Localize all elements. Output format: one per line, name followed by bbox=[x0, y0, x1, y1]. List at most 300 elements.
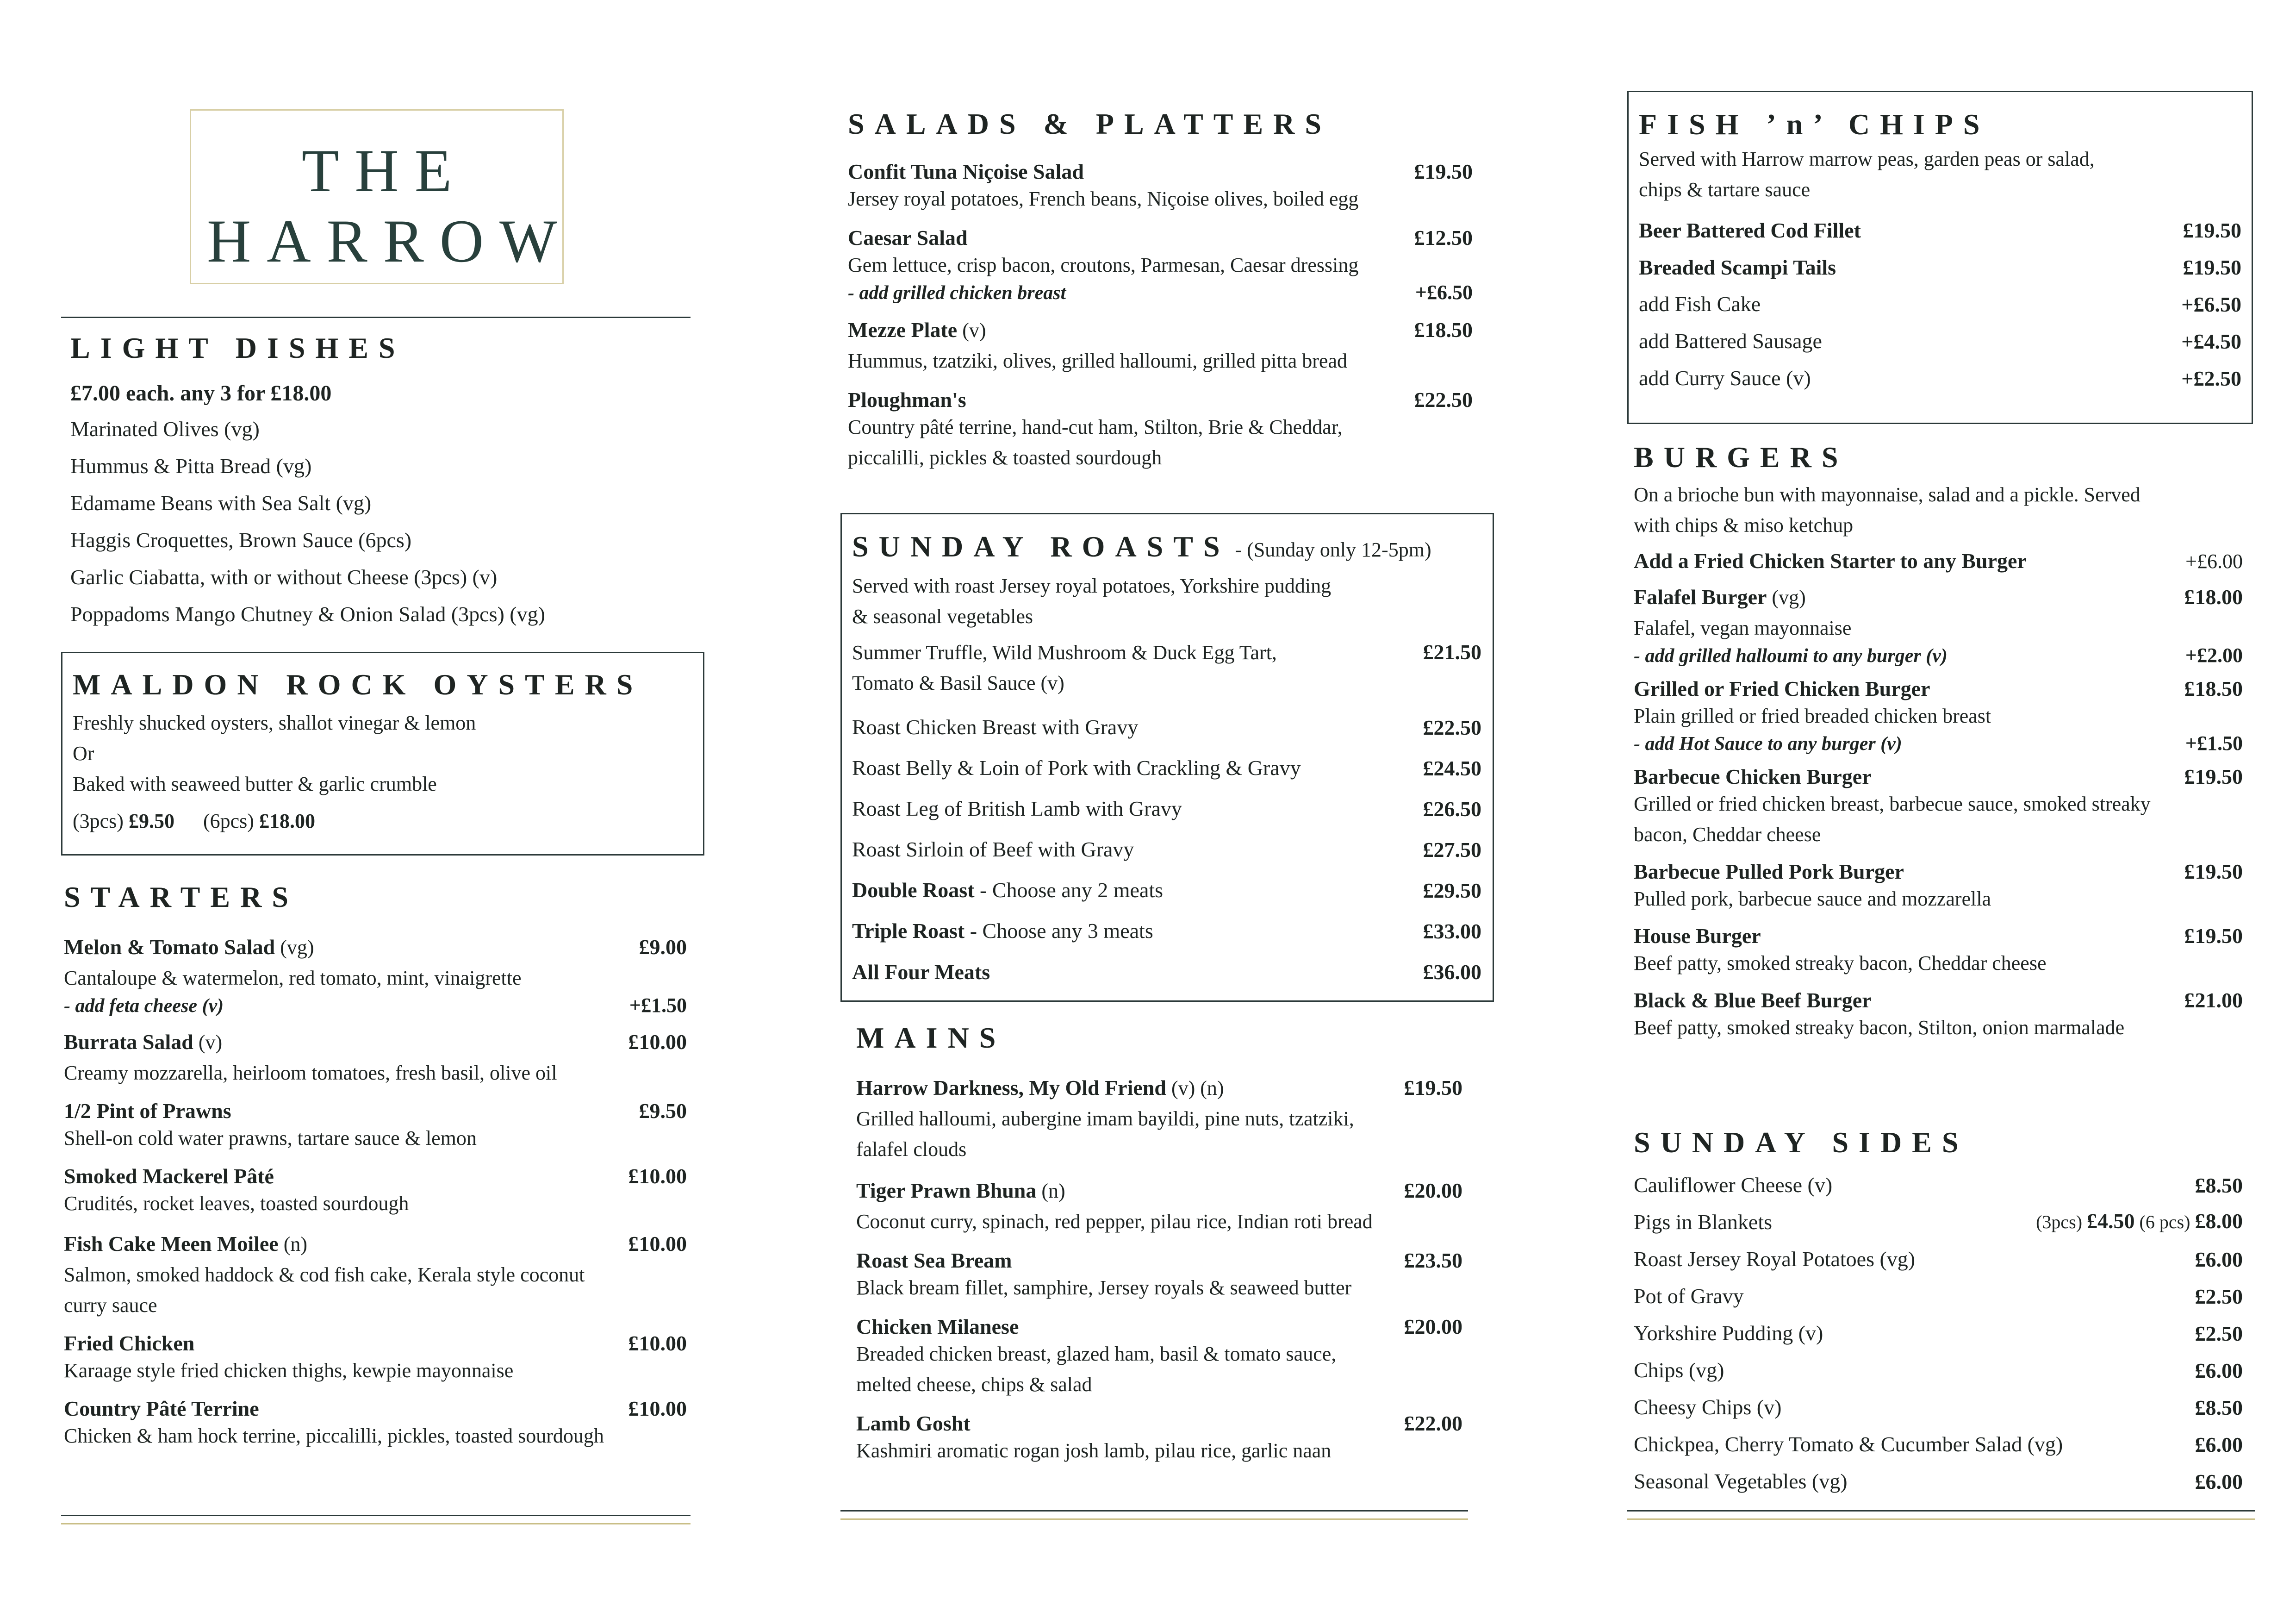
item-price: £6.00 bbox=[2195, 1247, 2243, 1271]
light-dishes-section bbox=[70, 333, 681, 633]
roast-combo bbox=[852, 870, 1481, 911]
item-name: Roast Jersey Royal Potatoes (vg) bbox=[1634, 1247, 1916, 1271]
item-price-group bbox=[2195, 1284, 2243, 1309]
item-price: £12.50 bbox=[1414, 226, 1473, 250]
item-title bbox=[856, 1411, 971, 1436]
item-price: £23.50 bbox=[1404, 1249, 1462, 1272]
item-price: £19.50 bbox=[2184, 924, 2243, 948]
roast-item bbox=[852, 707, 1481, 748]
side-item bbox=[1634, 1463, 2243, 1500]
item-tag: (n) bbox=[278, 1233, 308, 1255]
side-item bbox=[1634, 1167, 2243, 1204]
item-title bbox=[1634, 924, 1761, 948]
item-price: +£4.50 bbox=[2181, 329, 2241, 353]
item-price: £10.00 bbox=[628, 1397, 687, 1420]
fish-desc-2: chips & tartare sauce bbox=[1639, 178, 1811, 201]
item-name: Smoked Mackerel Pâté bbox=[64, 1164, 274, 1188]
item-price: £8.50 bbox=[2195, 1395, 2243, 1419]
add-on-label: - add grilled halloumi to any burger (v) bbox=[1634, 645, 1948, 667]
section-title: MALDON ROCK OYSTERS bbox=[73, 668, 643, 701]
item-price: £18.50 bbox=[1414, 318, 1473, 342]
item-name: House Burger bbox=[1634, 924, 1761, 948]
price-label: (6pcs) bbox=[203, 810, 254, 832]
combo-title bbox=[852, 960, 990, 984]
menu-item bbox=[64, 932, 687, 1017]
item-row bbox=[64, 1164, 687, 1188]
light-dish-item: Hummus & Pitta Bread (vg) bbox=[70, 454, 312, 478]
salads-section bbox=[848, 109, 1473, 484]
item-price-group bbox=[2195, 1432, 2243, 1457]
item-name: Falafel Burger bbox=[1634, 585, 1767, 609]
item-price: £29.50 bbox=[1423, 878, 1481, 902]
item-name: Add a Fried Chicken Starter to any Burger bbox=[1634, 549, 2027, 573]
item-row bbox=[856, 1073, 1462, 1104]
menu-item bbox=[1634, 859, 2243, 914]
menu-item bbox=[848, 159, 1473, 214]
item-title bbox=[856, 1314, 1019, 1339]
item-name: Tiger Prawn Bhuna bbox=[856, 1179, 1037, 1202]
item-title bbox=[64, 1396, 259, 1421]
side-item bbox=[1634, 1204, 2243, 1241]
item-desc: - Choose any 2 meats bbox=[974, 878, 1164, 902]
item-name: Double Roast bbox=[852, 878, 975, 902]
item-name: Mezze Plate bbox=[848, 318, 958, 342]
item-desc: Karaage style fried chicken thighs, kewpie mayonnaise bbox=[64, 1359, 514, 1382]
item-desc: - Choose any 3 meats bbox=[964, 919, 1153, 943]
add-on-price: +£2.00 bbox=[2185, 644, 2243, 667]
item-tag: (v) bbox=[193, 1031, 223, 1054]
item-tag: (vg) bbox=[275, 936, 314, 959]
add-on-price: +£6.50 bbox=[1415, 281, 1473, 304]
add-on-price: +£1.50 bbox=[629, 994, 687, 1017]
item-title bbox=[64, 932, 314, 963]
item-price: £8.00 bbox=[2195, 1209, 2243, 1233]
footer-rule bbox=[61, 1515, 691, 1516]
item-price: £6.00 bbox=[2195, 1432, 2243, 1456]
footer-rule bbox=[1627, 1510, 2255, 1512]
menu-item bbox=[848, 225, 1473, 304]
item-desc-2: falafel clouds bbox=[856, 1138, 967, 1161]
item-desc: Black bream fillet, samphire, Jersey royals & seaweed butter bbox=[856, 1276, 1352, 1299]
roast-list bbox=[852, 707, 1481, 870]
item-name: Caesar Salad bbox=[848, 226, 968, 250]
side-item bbox=[1634, 1426, 2243, 1463]
mains-list bbox=[856, 1073, 1462, 1466]
roast-item bbox=[852, 829, 1481, 870]
item-name: All Four Meats bbox=[852, 960, 990, 984]
roast-combo bbox=[852, 911, 1481, 951]
item-price-group bbox=[2195, 1358, 2243, 1383]
oysters-box bbox=[61, 652, 704, 856]
item-price: £10.00 bbox=[628, 1164, 687, 1188]
salads-list bbox=[848, 159, 1473, 473]
item-name: Pigs in Blankets bbox=[1634, 1210, 1773, 1234]
sides-list bbox=[1634, 1167, 2243, 1500]
item-name: Roast Belly & Loin of Pork with Crackling & Gravy bbox=[852, 756, 1301, 780]
divider bbox=[61, 317, 691, 318]
light-dishes-list bbox=[70, 411, 681, 633]
item-price: £10.00 bbox=[628, 1331, 687, 1355]
item-row bbox=[856, 1248, 1462, 1273]
menu-item bbox=[64, 1396, 687, 1451]
item-desc: Grilled halloumi, aubergine imam bayildi, pine nuts, tzatziki, bbox=[856, 1107, 1354, 1130]
fish-list bbox=[1639, 212, 2241, 397]
item-title bbox=[848, 225, 968, 250]
combo-title bbox=[852, 916, 1153, 946]
item-price: £21.50 bbox=[1423, 640, 1481, 664]
side-item bbox=[1634, 1278, 2243, 1315]
item-price: £18.00 bbox=[2184, 585, 2243, 609]
item-name: Roast Leg of British Lamb with Gravy bbox=[852, 797, 1182, 820]
starters-section bbox=[64, 882, 687, 1462]
add-on-label: - add Hot Sauce to any burger (v) bbox=[1634, 733, 1902, 755]
menu-item bbox=[852, 637, 1481, 668]
item-name: Pot of Gravy bbox=[1634, 1284, 1744, 1308]
item-price: £19.50 bbox=[2184, 860, 2243, 883]
item-name: Chicken Milanese bbox=[856, 1315, 1019, 1338]
menu-item bbox=[1634, 582, 2243, 667]
item-tag: (n) bbox=[1036, 1180, 1065, 1202]
logo-line-2: HARROW bbox=[207, 207, 573, 275]
light-dish-item: Haggis Croquettes, Brown Sauce (6pcs) bbox=[70, 528, 412, 552]
menu-item bbox=[64, 1099, 687, 1154]
fish-item bbox=[1639, 360, 2241, 397]
light-dish-item: Marinated Olives (vg) bbox=[70, 417, 260, 441]
item-desc-2: curry sauce bbox=[64, 1294, 157, 1317]
item-row bbox=[64, 1331, 687, 1355]
item-price: £22.00 bbox=[1404, 1412, 1462, 1435]
oysters-desc-2: Baked with seaweed butter & garlic crumble bbox=[73, 773, 437, 795]
item-title bbox=[848, 315, 986, 346]
item-title bbox=[856, 1176, 1065, 1206]
roast-combo bbox=[852, 951, 1481, 992]
roast-item bbox=[852, 748, 1481, 788]
item-desc: Beef patty, smoked streaky bacon, Cheddar cheese bbox=[1634, 952, 2047, 974]
item-price-group bbox=[2195, 1247, 2243, 1272]
item-name: Beer Battered Cod Fillet bbox=[1639, 218, 1861, 242]
section-title: LIGHT DISHES bbox=[70, 331, 405, 364]
fish-item bbox=[1639, 323, 2241, 360]
item-price: £2.50 bbox=[2195, 1284, 2243, 1308]
item-desc-2: piccalilli, pickles & toasted sourdough bbox=[848, 446, 1162, 469]
item-desc: Country pâté terrine, hand-cut ham, Stilton, Brie & Cheddar, bbox=[848, 416, 1343, 438]
item-price-group bbox=[2195, 1395, 2243, 1420]
footer-rule bbox=[840, 1510, 1468, 1512]
item-desc: Beef patty, smoked streaky bacon, Stilton, onion marmalade bbox=[1634, 1016, 2125, 1039]
item-title bbox=[848, 159, 1084, 184]
add-on-label: - add feta cheese (v) bbox=[64, 995, 224, 1017]
light-dish-item: Garlic Ciabatta, with or without Cheese (3pcs) (v) bbox=[70, 565, 498, 589]
roasts-title: SUNDAY ROASTS bbox=[852, 530, 1230, 563]
item-price: £19.50 bbox=[2183, 255, 2241, 279]
burgers-desc: On a brioche bun with mayonnaise, salad and a pickle. Served bbox=[1634, 483, 2140, 506]
item-desc: Shell-on cold water prawns, tartare sauce & lemon bbox=[64, 1127, 477, 1149]
item-name-2: Tomato & Basil Sauce (v) bbox=[852, 672, 1064, 694]
item-name: Barbecue Pulled Pork Burger bbox=[1634, 860, 1904, 883]
item-row bbox=[856, 1176, 1462, 1206]
item-tag: (v) bbox=[957, 319, 986, 342]
item-price: £20.00 bbox=[1404, 1179, 1462, 1202]
section-title: STARTERS bbox=[64, 881, 299, 913]
item-price: £6.00 bbox=[2195, 1469, 2243, 1493]
item-name: Melon & Tomato Salad bbox=[64, 935, 275, 959]
item-name: Summer Truffle, Wild Mushroom & Duck Egg Tart, bbox=[852, 641, 1277, 664]
logo-line-1: THE bbox=[301, 137, 468, 205]
roasts-box bbox=[840, 513, 1494, 1002]
light-dish-item: Edamame Beans with Sea Salt (vg) bbox=[70, 491, 372, 515]
item-price: £27.50 bbox=[1423, 837, 1481, 862]
add-on-label: - add grilled chicken breast bbox=[848, 282, 1066, 304]
add-on-price: +£1.50 bbox=[2185, 732, 2243, 755]
item-name: 1/2 Pint of Prawns bbox=[64, 1099, 231, 1123]
item-price: £24.50 bbox=[1423, 756, 1481, 780]
item-desc: Salmon, smoked haddock & cod fish cake, Kerala style coconut bbox=[64, 1263, 585, 1286]
item-name: Breaded Scampi Tails bbox=[1639, 255, 1836, 279]
item-name: Yorkshire Pudding (v) bbox=[1634, 1321, 1823, 1345]
item-price: £10.00 bbox=[628, 1030, 687, 1054]
oysters-prices bbox=[73, 806, 693, 837]
item-desc: Coconut curry, spinach, red pepper, pilau rice, Indian roti bread bbox=[856, 1210, 1373, 1233]
item-name: Roast Chicken Breast with Gravy bbox=[852, 715, 1139, 739]
item-name: Triple Roast bbox=[852, 919, 965, 943]
item-name: Burrata Salad bbox=[64, 1030, 193, 1054]
item-row bbox=[848, 387, 1473, 412]
section-title: SALADS & PLATTERS bbox=[848, 107, 1332, 140]
item-name: add Curry Sauce (v) bbox=[1639, 366, 1811, 390]
section-title: MAINS bbox=[856, 1021, 1006, 1054]
item-title bbox=[848, 387, 966, 412]
item-row bbox=[1634, 582, 2243, 613]
item-price: £19.50 bbox=[1414, 160, 1473, 183]
item-name: Chips (vg) bbox=[1634, 1358, 1724, 1382]
item-desc-2: melted cheese, chips & salad bbox=[856, 1373, 1092, 1396]
item-name: add Fish Cake bbox=[1639, 292, 1761, 316]
item-title bbox=[1634, 859, 1904, 884]
item-name: Black & Blue Beef Burger bbox=[1634, 988, 1872, 1012]
item-row bbox=[1634, 988, 2243, 1012]
item-name: Harrow Darkness, My Old Friend bbox=[856, 1076, 1166, 1099]
add-on-row bbox=[1634, 643, 2243, 667]
item-name: Confit Tuna Niçoise Salad bbox=[848, 160, 1084, 183]
item-price: +£2.50 bbox=[2181, 366, 2241, 390]
item-name: Ploughman's bbox=[848, 388, 966, 412]
item-row bbox=[856, 1314, 1462, 1339]
item-price: £9.50 bbox=[639, 1099, 687, 1123]
item-price: £19.50 bbox=[1404, 1076, 1462, 1099]
section-title: SUNDAY SIDES bbox=[1634, 1126, 1969, 1159]
side-item bbox=[1634, 1389, 2243, 1426]
burgers-desc-2: with chips & miso ketchup bbox=[1634, 514, 1854, 537]
add-on-row bbox=[64, 993, 687, 1017]
side-item bbox=[1634, 1315, 2243, 1352]
menu-item bbox=[64, 1229, 687, 1321]
item-row bbox=[1634, 924, 2243, 948]
item-price: £18.50 bbox=[2184, 677, 2243, 700]
item-desc: Gem lettuce, crisp bacon, croutons, Parmesan, Caesar dressing bbox=[848, 254, 1359, 276]
menu-item bbox=[1634, 676, 2243, 755]
price: £18.00 bbox=[259, 810, 315, 832]
item-price: +£6.00 bbox=[2185, 550, 2243, 573]
item-price: £36.00 bbox=[1423, 960, 1481, 984]
combo-list bbox=[852, 870, 1481, 992]
item-price-group bbox=[2195, 1469, 2243, 1494]
item-title bbox=[856, 1073, 1224, 1104]
item-name: Barbecue Chicken Burger bbox=[1634, 765, 1872, 788]
item-name: Cheesy Chips (v) bbox=[1634, 1395, 1782, 1419]
item-price: £22.50 bbox=[1423, 715, 1481, 739]
item-row bbox=[64, 1396, 687, 1421]
item-title bbox=[856, 1248, 1012, 1273]
item-name: Seasonal Vegetables (vg) bbox=[1634, 1469, 1848, 1493]
add-on-row bbox=[1634, 731, 2243, 755]
menu-item bbox=[856, 1314, 1462, 1400]
menu-item bbox=[64, 1164, 687, 1219]
item-name: add Battered Sausage bbox=[1639, 329, 1822, 353]
price-label: (3pcs) bbox=[2036, 1212, 2087, 1232]
menu-item bbox=[856, 1248, 1462, 1303]
item-row bbox=[64, 932, 687, 963]
item-price: £33.00 bbox=[1423, 919, 1481, 943]
footer-rule-gold bbox=[1627, 1518, 2255, 1520]
item-row bbox=[1634, 764, 2243, 789]
item-row bbox=[848, 159, 1473, 184]
item-title bbox=[1634, 582, 1806, 613]
side-item bbox=[1634, 1352, 2243, 1389]
item-desc: Creamy mozzarella, heirloom tomatoes, fresh basil, olive oil bbox=[64, 1062, 557, 1084]
footer-rule-gold bbox=[840, 1518, 1468, 1520]
menu-item bbox=[64, 1027, 687, 1088]
roasts-desc-2: & seasonal vegetables bbox=[852, 605, 1033, 628]
fish-item bbox=[1639, 249, 2241, 286]
item-row bbox=[64, 1027, 687, 1058]
item-price: £6.00 bbox=[2195, 1358, 2243, 1382]
fish-desc: Served with Harrow marrow peas, garden peas or salad, bbox=[1639, 148, 2095, 170]
menu-item bbox=[848, 315, 1473, 376]
menu-item bbox=[1634, 546, 2243, 577]
item-name: Roast Sirloin of Beef with Gravy bbox=[852, 837, 1134, 861]
sides-section bbox=[1634, 1128, 2243, 1500]
item-desc: Plain grilled or fried breaded chicken breast bbox=[1634, 705, 1991, 727]
item-price: £21.00 bbox=[2184, 988, 2243, 1012]
item-title bbox=[64, 1229, 307, 1260]
item-title bbox=[1634, 764, 1872, 789]
item-price: £4.50 bbox=[2087, 1209, 2135, 1233]
item-price-group bbox=[2195, 1173, 2243, 1198]
item-title bbox=[1634, 676, 1930, 701]
item-row bbox=[64, 1099, 687, 1123]
item-name: Cauliflower Cheese (v) bbox=[1634, 1173, 1833, 1197]
item-price-group bbox=[2036, 1207, 2243, 1237]
item-price-group bbox=[2195, 1321, 2243, 1346]
item-name: Country Pâté Terrine bbox=[64, 1397, 259, 1420]
item-name: Lamb Gosht bbox=[856, 1412, 971, 1435]
fish-item bbox=[1639, 286, 2241, 323]
item-title bbox=[64, 1027, 222, 1058]
oysters-or: Or bbox=[73, 742, 94, 765]
item-row bbox=[848, 225, 1473, 250]
item-price: £9.00 bbox=[639, 935, 687, 959]
roast-item bbox=[852, 788, 1481, 829]
menu-item bbox=[64, 1331, 687, 1386]
menu-item bbox=[1634, 764, 2243, 850]
section-title: BURGERS bbox=[1634, 441, 1848, 474]
light-dish-item: Poppadoms Mango Chutney & Onion Salad (3pcs) (vg) bbox=[70, 602, 545, 626]
item-desc: Breaded chicken breast, glazed ham, basil & tomato sauce, bbox=[856, 1343, 1337, 1365]
menu-item bbox=[856, 1073, 1462, 1165]
item-price: £2.50 bbox=[2195, 1321, 2243, 1345]
price: £9.50 bbox=[128, 810, 174, 832]
item-price: £22.50 bbox=[1414, 388, 1473, 412]
price-label: (3pcs) bbox=[73, 810, 124, 832]
roasts-note: - (Sunday only 12-5pm) bbox=[1230, 538, 1431, 561]
section-title bbox=[852, 532, 1481, 562]
item-price: £10.00 bbox=[628, 1232, 687, 1255]
fish-item bbox=[1639, 212, 2241, 249]
item-price: £19.50 bbox=[2184, 765, 2243, 788]
oysters-desc: Freshly shucked oysters, shallot vinegar & lemon bbox=[73, 712, 476, 734]
item-row bbox=[1634, 676, 2243, 701]
item-tag: (vg) bbox=[1767, 586, 1806, 609]
burgers-list bbox=[1634, 582, 2243, 1043]
roasts-desc: Served with roast Jersey royal potatoes, Yorkshire pudding bbox=[852, 575, 1332, 597]
item-tag: (v) (n) bbox=[1166, 1077, 1224, 1099]
mains-section bbox=[856, 1023, 1462, 1477]
combo-title bbox=[852, 875, 1163, 906]
item-row bbox=[1634, 859, 2243, 884]
menu-item bbox=[1634, 924, 2243, 979]
item-desc: Hummus, tzatziki, olives, grilled halloumi, grilled pitta bread bbox=[848, 350, 1347, 372]
menu-item bbox=[848, 387, 1473, 473]
section-title: FISH ’n’ CHIPS bbox=[1639, 108, 1990, 141]
item-desc: Grilled or fried chicken breast, barbecue sauce, smoked streaky bbox=[1634, 793, 2151, 815]
item-row bbox=[848, 315, 1473, 346]
burgers-section bbox=[1634, 443, 2243, 1052]
item-title bbox=[64, 1331, 194, 1355]
item-desc: Jersey royal potatoes, French beans, Niçoise olives, boiled egg bbox=[848, 187, 1359, 210]
item-name: Roast Sea Bream bbox=[856, 1249, 1012, 1272]
item-name: Chickpea, Cherry Tomato & Cucumber Salad (vg) bbox=[1634, 1432, 2063, 1456]
item-desc-2: bacon, Cheddar cheese bbox=[1634, 823, 1821, 846]
item-name: Fish Cake Meen Moilee bbox=[64, 1232, 279, 1255]
item-desc: Crudités, rocket leaves, toasted sourdough bbox=[64, 1192, 409, 1215]
item-desc: Cantaloupe & watermelon, red tomato, mint, vinaigrette bbox=[64, 967, 522, 989]
item-title bbox=[64, 1099, 231, 1123]
item-title bbox=[1634, 988, 1872, 1012]
menu-item bbox=[1634, 988, 2243, 1043]
item-name: Fried Chicken bbox=[64, 1331, 195, 1355]
item-price: £20.00 bbox=[1404, 1315, 1462, 1338]
item-row bbox=[856, 1411, 1462, 1436]
item-desc: Falafel, vegan mayonnaise bbox=[1634, 617, 1852, 639]
item-title bbox=[64, 1164, 274, 1188]
item-name: Grilled or Fried Chicken Burger bbox=[1634, 677, 1930, 700]
menu-item bbox=[856, 1176, 1462, 1237]
light-dishes-offer: £7.00 each. any 3 for £18.00 bbox=[70, 381, 332, 406]
item-price: £8.50 bbox=[2195, 1173, 2243, 1197]
menu-item bbox=[856, 1411, 1462, 1466]
item-row bbox=[64, 1229, 687, 1260]
item-price: +£6.50 bbox=[2181, 292, 2241, 316]
price-label: (6 pcs) bbox=[2134, 1212, 2195, 1232]
side-item bbox=[1634, 1241, 2243, 1278]
item-price: £26.50 bbox=[1423, 797, 1481, 821]
item-desc: Chicken & ham hock terrine, piccalilli, pickles, toasted sourdough bbox=[64, 1424, 604, 1447]
item-desc: Pulled pork, barbecue sauce and mozzarella bbox=[1634, 887, 1991, 910]
item-desc: Kashmiri aromatic rogan josh lamb, pilau rice, garlic naan bbox=[856, 1439, 1332, 1462]
add-on-row bbox=[848, 281, 1473, 304]
fish-box bbox=[1627, 91, 2253, 424]
starters-list bbox=[64, 932, 687, 1451]
